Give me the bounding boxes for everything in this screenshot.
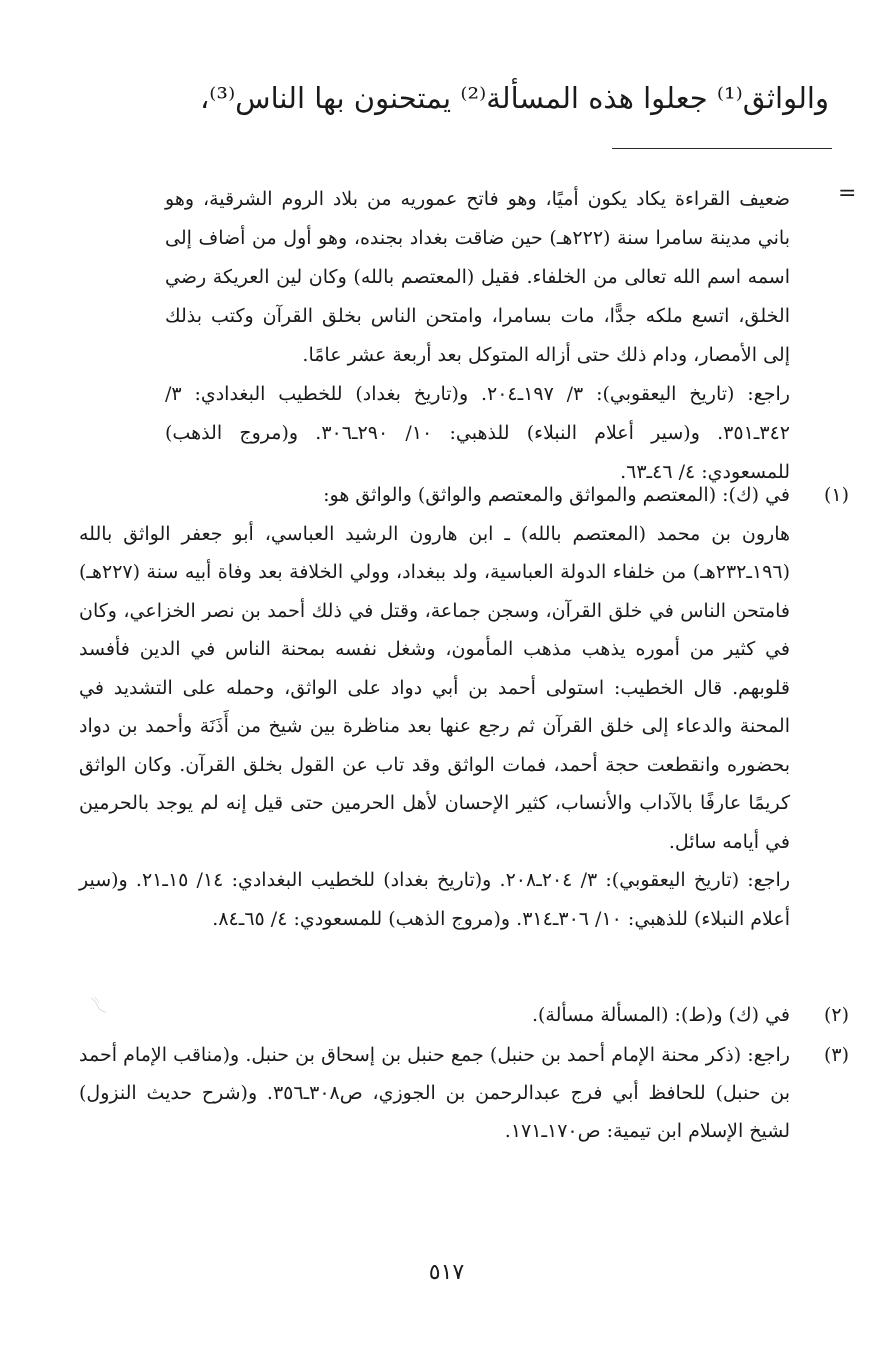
footnote-3 — [79, 1036, 849, 1150]
main-text-line: والواثق⁽¹⁾ جعلوا هذه المسألة⁽²⁾ يمتحنون بها الناس⁽³⁾، — [199, 81, 829, 115]
footnote-reference: راجع: (تاريخ اليعقوبي): ٣/ ٢٠٤ـ٢٠٨. و(تاريخ بغداد) للخطيب البغدادي: ١٤/ ١٥ـ٢١. و(سير أعلام النبلاء) للذهبي: ١٠/ ٣٠٦ـ٣١٤. و(مروج الذهب) للمسعودي: ٤/ ٦٥ـ٨٤. — [79, 869, 790, 930]
footnote-continuation — [165, 180, 790, 492]
footnote-number: (١) — [823, 484, 849, 506]
footnote-body — [79, 476, 790, 938]
footnote-number: (٣) — [823, 1044, 849, 1066]
page-number: ٥١٧ — [428, 1260, 465, 1285]
footnote-separator — [612, 148, 832, 149]
footnote-body — [79, 996, 790, 1035]
continuation-marker: = — [838, 181, 857, 206]
footnote-2 — [79, 996, 849, 1035]
footnote-1 — [79, 476, 849, 938]
footnote-text: هارون بن محمد (المعتصم بالله) ـ ابن هارون الرشيد العباسي، أبو جعفر الواثق بالله (١٩٦ـ٢٣٢هـ) من خلفاء الدولة العباسية، ولد ببغداد، وولي الخلافة بعد وفاة أبيه سنة (٢٢٧هـ) فامتحن الناس في خلق القرآن، وسجن جماعة، وقتل في ذلك أحمد بن نصر الخزاعي، وكان في كثير من أموره يذهب مذهب المأمون، وشغل نفسه بمحنة الناس في الدين فأفسد قلوبهم. قال الخطيب: استولى أحمد بن أبي دواد على الواثق، وحمله على التشديد في المحنة والدعاء إلى خلق القرآن ثم رجع عنها بعد مناظرة بين شيخ من أَذَنَة وأحمد بن دواد بحضوره وانقطعت حجة أحمد، فمات الواثق وقد تاب عن القول بخلق القرآن. وكان الواثق كريمًا عارفًا بالآداب والأنساب، كثير الإحسان لأهل الحرمين حتى قيل إنه لم يوجد بالحرمين في أيامه سائل. — [79, 522, 790, 853]
footnote-number: (٢) — [823, 1004, 849, 1026]
scan-artifact — [88, 995, 112, 1015]
footnote-continuation-text: ضعيف القراءة يكاد يكون أميًا، وهو فاتح عموريه من بلاد الروم الشرقية، وهو باني مدينة سامرا سنة (٢٢٢هـ) حين ضاقت بغداد بجنده، وهو أول من أضاف إلى اسمه اسم الله تعالى من الخلفاء. فقيل (المعتصم بالله) وكان لين العريكة رضي الخلق، اتسع ملكه جدًّا، مات بسامرا، وامتحن الناس بخلق القرآن وكتب بذلك إلى الأمصار، ودام ذلك حتى أزاله المتوكل بعد أربعة عشر عامًا. — [165, 188, 790, 366]
footnote-text: راجع: (ذكر محنة الإمام أحمد بن حنبل) جمع حنبل بن إسحاق بن حنبل. و(مناقب الإمام أحمد بن حنبل) للحافظ أبي فرج عبدالرحمن بن الجوزي، ص٣٠٨ـ٣٥٦. و(شرح حديث النزول) لشيخ الإسلام ابن تيمية: ص١٧٠ـ١٧١. — [79, 1044, 790, 1142]
footnote-intro: في (ك): (المعتصم والمواثق والمعتصم والواثق) والواثق هو: — [323, 484, 790, 506]
footnote-continuation-reference: راجع: (تاريخ اليعقوبي): ٣/ ١٩٧ـ٢٠٤. و(تاريخ بغداد) للخطيب البغدادي: ٣/ ٣٤٢ـ٣٥١. و(سير أعلام النبلاء) للذهبي: ١٠/ ٢٩٠ـ٣٠٦. و(مروج الذهب) للمسعودي: ٤/ ٤٦ـ٦٣. — [165, 383, 790, 483]
footnote-body — [79, 1036, 790, 1150]
footnote-text: في (ك) و(ط): (المسألة مسألة). — [531, 1004, 790, 1026]
